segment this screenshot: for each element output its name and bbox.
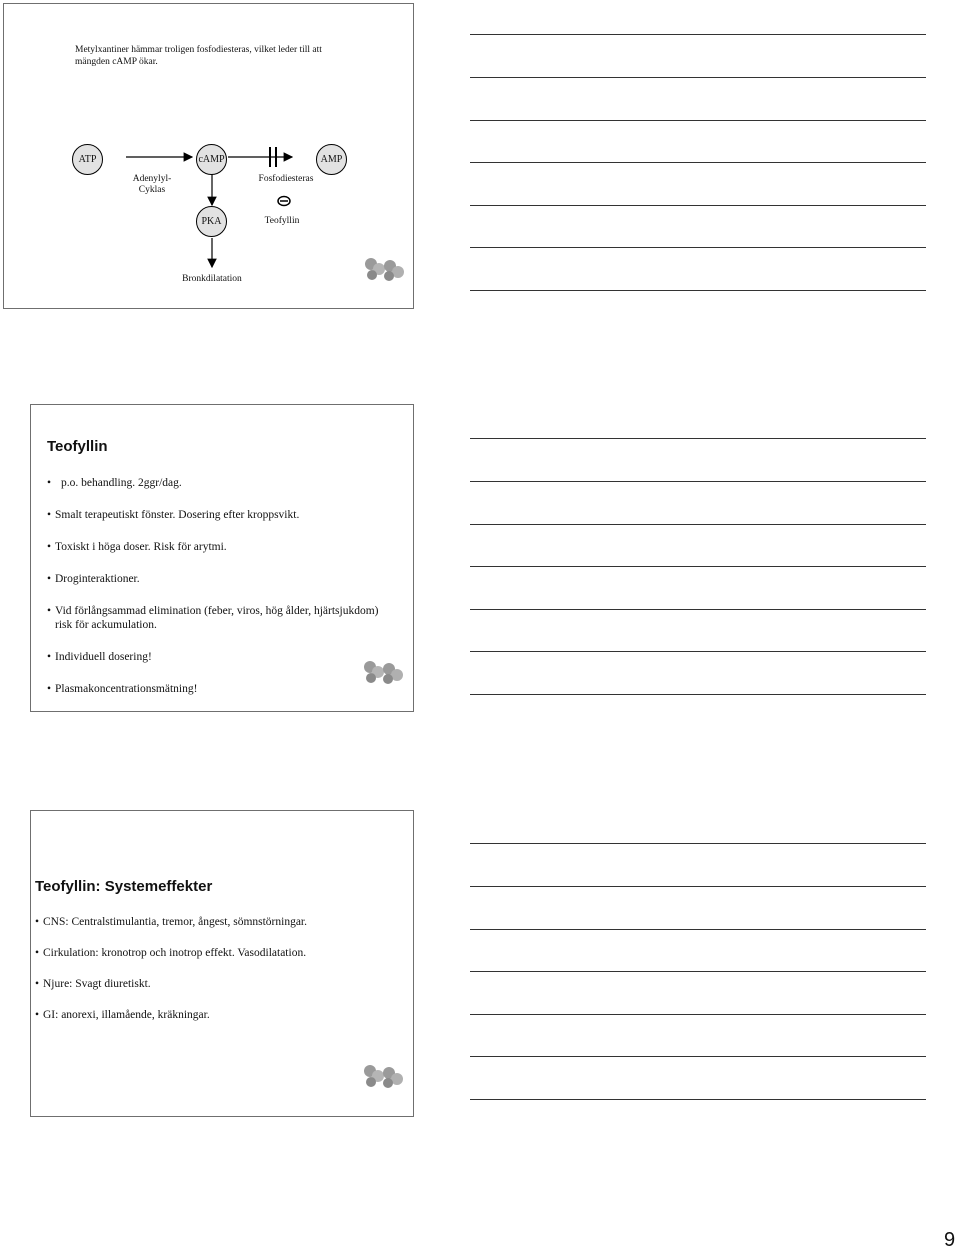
note-line (470, 886, 926, 887)
note-line (470, 120, 926, 121)
note-line (470, 290, 926, 291)
list-item: • Individuell dosering! (47, 650, 397, 664)
list-item: • Njure: Svagt diuretiskt. (35, 977, 405, 991)
note-line (470, 1099, 926, 1100)
slide-caption: Metylxantiner hämmar troligen fosfodiesteras, vilket leder till att mängden cAMP ökar. (75, 45, 322, 67)
molecule-logo-icon (361, 1063, 405, 1089)
slide-diagram (3, 3, 414, 309)
node-pka: PKA (196, 206, 227, 237)
note-line (470, 1056, 926, 1057)
label-cyklas: Cyklas (138, 185, 166, 195)
note-line (470, 694, 926, 695)
note-line (470, 929, 926, 930)
label-fosfodiesteras: Fosfodiesteras (258, 174, 314, 184)
note-line (470, 34, 926, 35)
list-item: • Droginteraktioner. (47, 572, 397, 586)
slide-systemeffekter (30, 810, 414, 1117)
list-item: • Toxiskt i höga doser. Risk för arytmi. (47, 540, 397, 554)
slide-title: Teofyllin (47, 438, 108, 455)
note-line (470, 77, 926, 78)
list-item: • p.o. behandling. 2ggr/dag. (47, 476, 397, 490)
note-line (470, 843, 926, 844)
note-line (470, 247, 926, 248)
label-adenylyl-cyklas (124, 174, 180, 196)
note-line (470, 971, 926, 972)
note-line (470, 609, 926, 610)
molecule-logo-icon (361, 659, 405, 685)
note-line (470, 1014, 926, 1015)
node-atp: ATP (72, 144, 103, 175)
node-amp: AMP (316, 144, 347, 175)
label-bronkdilatation: Bronkdilatation (182, 274, 242, 284)
note-line (470, 205, 926, 206)
label-teofyllin: Teofyllin (264, 216, 300, 226)
note-line (470, 162, 926, 163)
node-camp: cAMP (196, 144, 227, 175)
slide-title: Teofyllin: Systemeffekter (35, 878, 213, 895)
page-number: 9 (944, 1229, 956, 1251)
slide-teofyllin (30, 404, 414, 712)
bullet-list (47, 476, 397, 714)
list-item: • Plasmakoncentrationsmätning! (47, 682, 397, 696)
molecule-logo-icon (362, 256, 406, 282)
note-line (470, 481, 926, 482)
note-line (470, 566, 926, 567)
note-line (470, 438, 926, 439)
list-item: • Smalt terapeutiskt fönster. Dosering efter kroppsvikt. (47, 508, 397, 522)
note-line (470, 651, 926, 652)
bullet-list (35, 915, 405, 1039)
list-item: • GI: anorexi, illamående, kräkningar. (35, 1008, 405, 1022)
list-item: • CNS: Centralstimulantia, tremor, ångest, sömnstörningar. (35, 915, 405, 929)
list-item: • Vid förlångsammad elimination (feber, viros, hög ålder, hjärtsjukdom) risk för ackumulation. (47, 604, 397, 632)
list-item: • Cirkulation: kronotrop och inotrop effekt. Vasodilatation. (35, 946, 405, 960)
note-line (470, 524, 926, 525)
label-adenylyl: Adenylyl- (132, 174, 172, 184)
